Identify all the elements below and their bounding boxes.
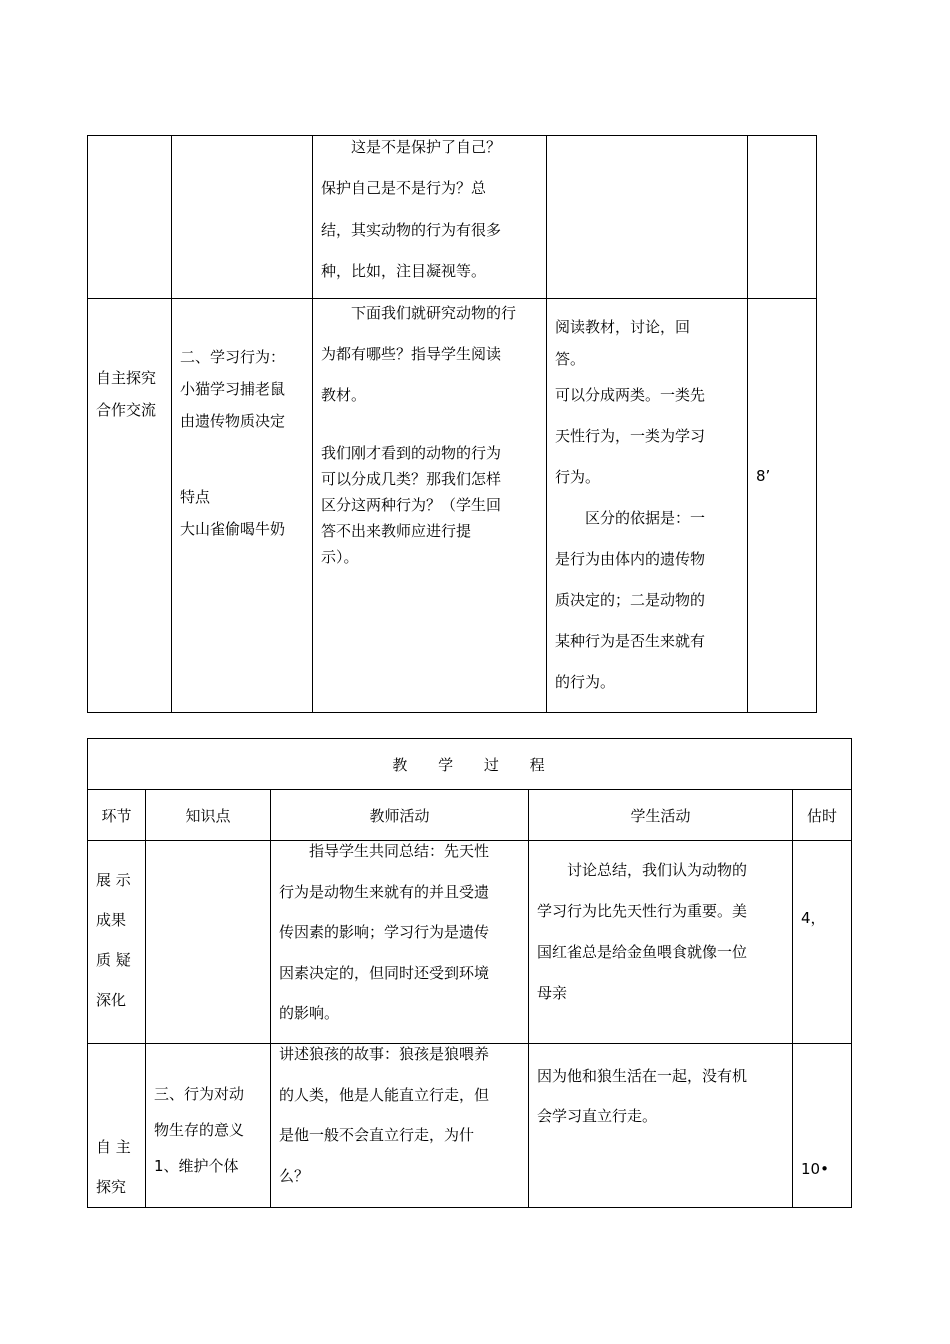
lesson-process-table: [87, 738, 852, 1208]
student-line: 因为他和狼生活在一起，没有机: [537, 1067, 748, 1085]
knowledge-cell: [146, 841, 271, 1044]
knowledge-cell: [146, 1044, 271, 1208]
student-line: 学习行为比先天性行为重要。美: [537, 902, 748, 920]
teacher-line: 的影响。: [279, 1004, 340, 1022]
time-cell: [748, 136, 817, 299]
student-activity-cell: [547, 136, 748, 299]
student-line: 母亲: [537, 984, 568, 1002]
student-line: 行为。: [555, 468, 601, 486]
section-label: 质 疑: [96, 951, 131, 969]
teacher-line: 可以分成几类？那我们怎样: [321, 470, 502, 488]
student-line: 讨论总结，我们认为动物的: [567, 861, 748, 879]
section-label: 深化: [96, 991, 127, 1009]
teacher-line: 我们刚才看到的动物的行为: [321, 444, 502, 462]
table-title: 教 学 过 程: [392, 755, 547, 774]
section-cell: [88, 136, 172, 299]
time-cell: [748, 299, 817, 713]
time-cell: [793, 1044, 852, 1208]
knowledge-cell: [172, 136, 313, 299]
time-cell: [793, 841, 852, 1044]
teacher-line: 结，其实动物的行为有很多: [321, 220, 502, 239]
column-header: 知识点: [146, 790, 271, 841]
time-value: 8’: [756, 467, 771, 485]
knowledge-line: 小猫学习捕老鼠: [180, 380, 286, 398]
knowledge-cell: [172, 299, 313, 713]
column-header: 环节: [88, 790, 146, 841]
student-line: 是行为由体内的遗传物: [555, 550, 706, 568]
section-label: 展 示: [96, 871, 131, 889]
teacher-line: 示）。: [321, 548, 359, 566]
student-line: 国红雀总是给金鱼喂食就像一位: [537, 943, 748, 961]
knowledge-line: 1、维护个体: [154, 1157, 239, 1175]
student-line: 答。: [555, 350, 586, 368]
column-header: 教师活动: [271, 790, 529, 841]
section-cell: [88, 299, 172, 713]
knowledge-spacer: [180, 437, 304, 481]
time-value: 10•: [801, 1160, 829, 1178]
student-line: 的行为。: [555, 673, 616, 691]
teacher-line: 为都有哪些？指导学生阅读: [321, 345, 502, 363]
teacher-activity-cell: [313, 299, 547, 713]
section-label: 成果: [96, 911, 127, 929]
student-activity-cell: [529, 841, 793, 1044]
section-label: 自主探究: [96, 369, 157, 387]
teacher-line: 行为是动物生来就有的并且受遗: [279, 882, 490, 901]
knowledge-line: 物生存的意义: [154, 1121, 245, 1139]
section-label: 探究: [96, 1178, 127, 1196]
student-line: 某种行为是否生来就有: [555, 632, 706, 650]
student-line: 阅读教材，讨论，回: [555, 318, 691, 336]
section-label: 自 主: [96, 1138, 131, 1156]
teacher-line: 这是不是保护了自己？: [351, 138, 502, 156]
teacher-activity-cell: [271, 1044, 529, 1208]
time-value: 4，: [801, 909, 826, 927]
section-label: 合作交流: [96, 401, 157, 419]
student-activity-cell: [529, 1044, 793, 1208]
knowledge-line: 大山雀偷喝牛奶: [180, 520, 286, 538]
table-row: [88, 299, 817, 713]
table-row: [88, 1044, 852, 1208]
knowledge-line: 特点: [180, 488, 211, 506]
table-title-cell: [88, 739, 852, 790]
student-line: 可以分成两类。一类先: [555, 386, 706, 404]
student-line: 质决定的；二是动物的: [555, 591, 706, 609]
knowledge-line: 三、行为对动: [154, 1085, 245, 1103]
section-cell: [88, 1044, 146, 1208]
teacher-line: 么？: [279, 1166, 310, 1185]
teacher-line: 是他一般不会直立行走，为什: [279, 1126, 475, 1144]
teacher-line: 传因素的影响；学习行为是遗传: [279, 923, 490, 941]
knowledge-line: 由遗传物质决定: [180, 412, 286, 430]
column-header: 估时: [793, 790, 852, 841]
student-line: 区分的依据是：一: [585, 509, 706, 527]
teacher-line: 教材。: [321, 386, 367, 404]
column-header: 学生活动: [529, 790, 793, 841]
table-row: [88, 136, 817, 299]
section-cell: [88, 841, 146, 1044]
teacher-line: 下面我们就研究动物的行: [351, 304, 517, 322]
student-activity-cell: [547, 299, 748, 713]
teacher-line: 保护自己是不是行为？总: [321, 179, 487, 198]
teacher-activity-cell: [271, 841, 529, 1044]
teacher-line: 的人类，他是人能直立行走，但: [279, 1085, 490, 1104]
teacher-line: 种，比如，注目凝视等。: [321, 262, 487, 281]
table-title-row: [88, 739, 852, 790]
knowledge-line: 二、学习行为：: [180, 348, 286, 366]
teacher-activity-cell: [313, 136, 547, 299]
lesson-table-continued: [87, 135, 817, 713]
teacher-line: 答不出来教师应进行提: [321, 522, 472, 540]
student-line: 会学习直立行走。: [537, 1107, 658, 1125]
student-line: 天性行为，一类为学习: [555, 427, 706, 445]
teacher-line: 讲述狼孩的故事：狼孩是狼喂养: [279, 1045, 490, 1063]
teacher-line: 因素决定的，但同时还受到环境: [279, 963, 490, 982]
table-row: [88, 841, 852, 1044]
teacher-line: 区分这两种行为？（学生回: [321, 496, 502, 514]
teacher-line: 指导学生共同总结：先天性: [309, 842, 490, 860]
